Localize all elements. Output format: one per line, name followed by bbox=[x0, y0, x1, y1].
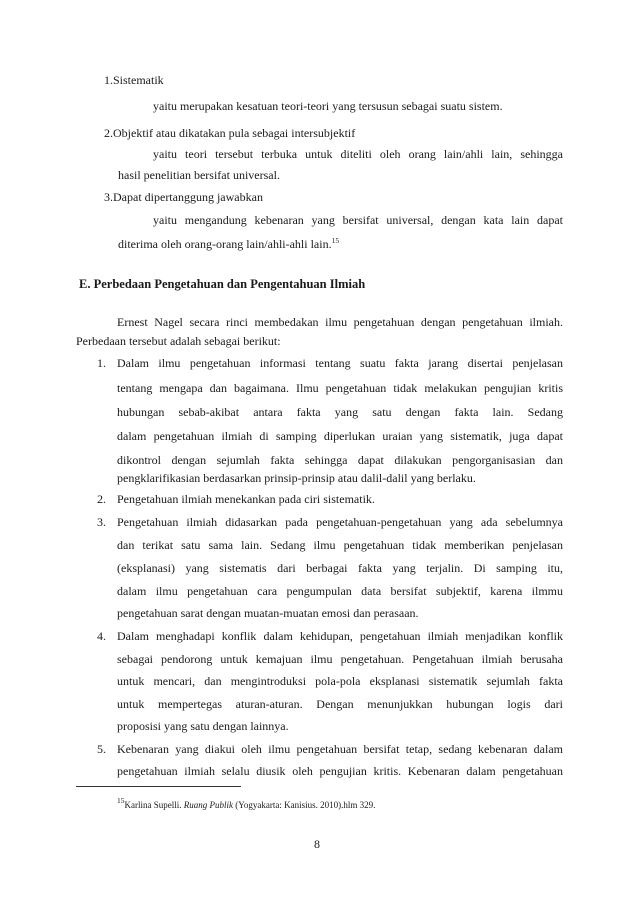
point-4-number: 4. bbox=[97, 629, 106, 643]
point-5-number: 5. bbox=[97, 742, 106, 756]
point-4-line: Dalam menghadapi konflik dalam kehidupan, pengetahuan ilmiah menjadikan konflik bbox=[117, 629, 563, 643]
section-heading: E. Perbedaan Pengetahuan dan Pengentahuan Ilmiah bbox=[79, 277, 366, 291]
point-1-line: pengklarifikasian berdasarkan prinsip-prinsip atau dalil-dalil yang berlaku. bbox=[117, 471, 476, 485]
point-1-line: tentang mengapa dan bagaimana. Ilmu pengetahuan tidak melakukan pengujian kritis bbox=[117, 381, 563, 395]
footnote-divider bbox=[76, 786, 241, 787]
point-3-line: dalam ilmu pengetahuan cara pengumpulan data bersifat subjektif, karena ilmmu bbox=[117, 584, 563, 598]
list-item-3-text: diterima oleh orang-orang lain/ahli-ahli lain. bbox=[118, 237, 332, 251]
list-item-3-text-line-1: yaitu mengandung kebenaran yang bersifat universal, dengan kata lain dapat bbox=[153, 213, 563, 227]
list-item-2-text-line-1: yaitu teori tersebut terbuka untuk diteliti oleh orang lain/ahli lain, sehingga bbox=[153, 147, 563, 161]
point-1-line: dikontrol dengan sejumlah fakta sehingga dapat dilakukan pengorganisasian dan bbox=[117, 453, 563, 467]
point-4-line: untuk mencari, dan mengintroduksi pola-pola eksplanasi sistematik sejumlah fakta bbox=[117, 674, 563, 688]
point-3-line: pengetahuan sarat dengan muatan-muatan emosi dan perasaan. bbox=[117, 606, 419, 620]
point-3-number: 3. bbox=[97, 515, 106, 529]
point-1-line: Dalam ilmu pengetahuan informasi tentang suatu fakta jarang disertai penjelasan bbox=[117, 356, 563, 370]
point-1-line: dalam pengetahuan ilmiah di samping diperlukan uraian yang sistematik, juga dapat bbox=[117, 429, 563, 443]
list-item-2-title: 2.Objektif atau dikatakan pula sebagai intersubjektif bbox=[104, 126, 356, 140]
intro-line-1: Ernest Nagel secara rinci membedakan ilmu pengetahuan dengan pengetahuan ilmiah. bbox=[117, 315, 563, 329]
point-4-line: sebagai pendorong untuk kemajuan ilmu pengetahuan. Pengetahuan ilmiah berusaha bbox=[117, 652, 563, 666]
point-2-line: Pengetahuan ilmiah menekankan pada ciri sistematik. bbox=[117, 492, 375, 506]
intro-line-2: Perbedaan tersebut adalah sebagai berikut: bbox=[76, 334, 281, 348]
point-5-line: pengetahuan ilmiah selalu diusik oleh pengujian kritis. Kebenaran dalam pengetahuan bbox=[117, 764, 563, 778]
list-item-1-title: 1.Sistematik bbox=[104, 73, 164, 87]
footnote-ref-15: 15 bbox=[331, 236, 340, 245]
point-3-line: (eksplanasi) yang sistematis dari berbagai fakta yang terjalin. Di samping itu, bbox=[117, 561, 563, 575]
footnote bbox=[117, 797, 375, 813]
page-number: 8 bbox=[314, 837, 320, 851]
point-3-line: dan terikat satu sama lain. Sedang ilmu pengetahuan tidak memberikan penjelasan bbox=[117, 538, 563, 552]
list-item-1-text: yaitu merupakan kesatuan teori-teori yang tersusun sebagai suatu sistem. bbox=[153, 99, 503, 113]
point-3-line: Pengetahuan ilmiah didasarkan pada pengetahuan-pengetahuan yang ada sebelumnya bbox=[117, 515, 563, 529]
point-5-line: Kebenaran yang diakui oleh ilmu pengetahuan bersifat tetap, sedang kebenaran dalam bbox=[117, 742, 563, 756]
point-4-line: untuk mempertegas aturan-aturan. Dengan menunjukkan hubungan logis dari bbox=[117, 697, 563, 711]
list-item-2-text-line-2: hasil penelitian bersifat universal. bbox=[118, 168, 280, 182]
footnote-number: 15 bbox=[117, 796, 125, 805]
footnote-rest: (Yogyakarta: Kanisius. 2010).hlm 329. bbox=[235, 800, 376, 810]
footnote-title: Ruang Publik bbox=[183, 800, 233, 810]
point-1-number: 1. bbox=[97, 356, 106, 370]
point-4-line: proposisi yang satu dengan lainnya. bbox=[117, 719, 289, 733]
list-item-3-text-line-2 bbox=[118, 236, 339, 252]
list-item-3-title: 3.Dapat dipertanggung jawabkan bbox=[104, 190, 263, 204]
point-1-line: hubungan sebab-akibat antara fakta yang satu dengan fakta lain. Sedang bbox=[117, 405, 563, 419]
point-2-number: 2. bbox=[97, 492, 106, 506]
footnote-author: Karlina Supelli. bbox=[124, 800, 182, 810]
